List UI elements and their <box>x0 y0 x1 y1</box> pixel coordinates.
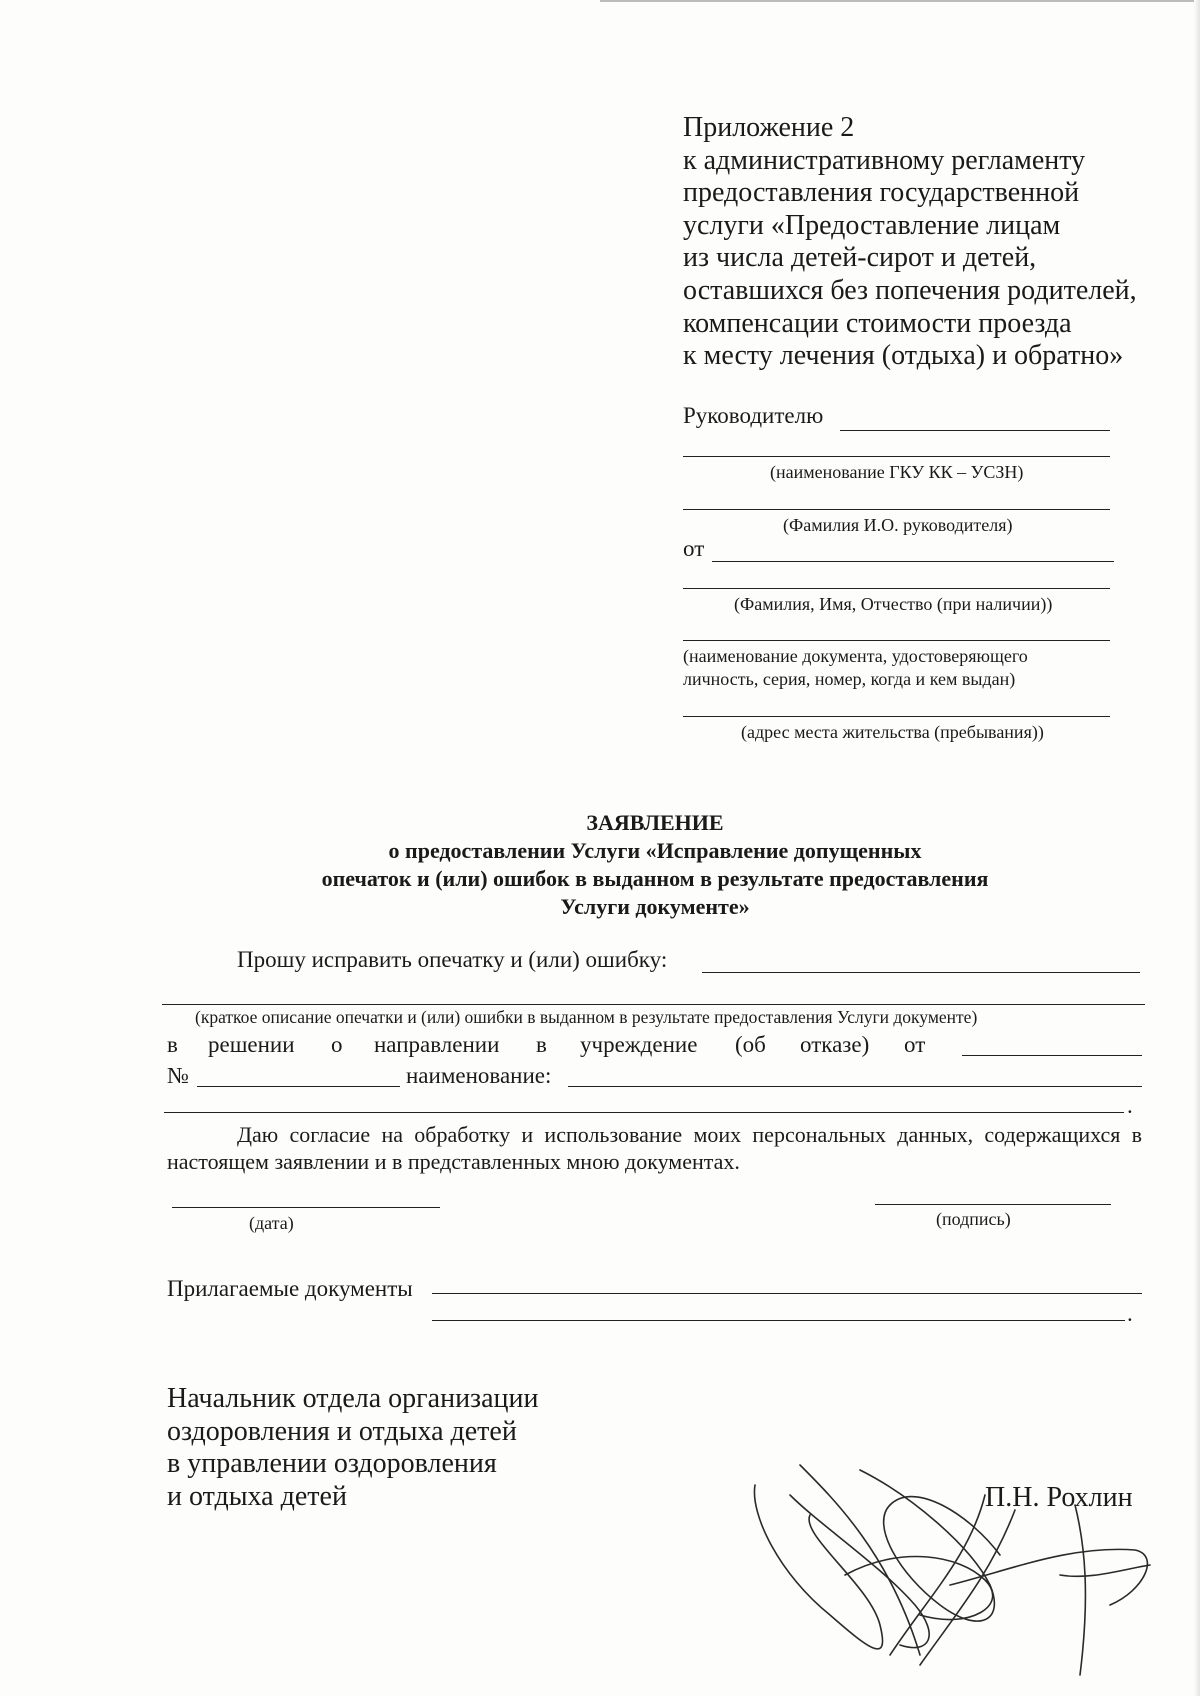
agency-blank-line[interactable] <box>683 456 1110 457</box>
decision-word: решении <box>208 1032 295 1057</box>
name-label: наименование: <box>406 1063 552 1088</box>
appendix-line: к административному регламенту <box>683 144 1086 176</box>
appendix-line: услуги «Предоставление лицам <box>683 209 1061 241</box>
name-continuation-line[interactable] <box>164 1112 1124 1113</box>
document-title: ЗАЯВЛЕНИЕ <box>586 810 724 835</box>
signature-blank-line[interactable] <box>875 1204 1111 1205</box>
handwritten-signature <box>740 1455 1170 1685</box>
address-caption: (адрес места жительства (пребывания)) <box>741 722 1044 742</box>
decision-word: (об <box>735 1032 766 1057</box>
from-label: от <box>683 536 705 561</box>
decision-date-blank-line[interactable] <box>962 1055 1142 1056</box>
decision-word: в <box>167 1032 178 1057</box>
signature-caption: (подпись) <box>936 1209 1011 1229</box>
period: . <box>1127 1093 1133 1118</box>
decision-word: учреждение <box>580 1032 698 1057</box>
request-text: Прошу исправить опечатку и (или) ошибку: <box>237 947 668 972</box>
period: . <box>1127 1301 1133 1326</box>
request-blank-line[interactable] <box>702 972 1140 973</box>
date-caption: (дата) <box>249 1213 294 1233</box>
id-doc-blank-line[interactable] <box>683 640 1110 641</box>
decision-word: от <box>904 1032 926 1057</box>
number-label: № <box>167 1063 189 1088</box>
appendix-block <box>683 112 1183 373</box>
signatory-position-line: оздоровления и отдыха детей <box>167 1415 517 1447</box>
document-subtitle: о предоставлении Услуги «Исправление допущенных <box>388 838 922 863</box>
decision-word: в <box>536 1032 547 1057</box>
to-head-label: Руководителю <box>683 403 824 428</box>
signatory-position-line: Начальник отдела организации <box>167 1383 539 1414</box>
decision-word: отказе) <box>800 1032 870 1057</box>
applicant-blank-line[interactable] <box>683 588 1110 589</box>
signatory-position-line: в управлении оздоровления <box>167 1448 497 1479</box>
date-blank-line[interactable] <box>172 1207 440 1208</box>
id-doc-caption: (наименование документа, удостоверяющего <box>683 646 1028 666</box>
appendix-line: к месту лечения (отдыха) и обратно» <box>683 340 1124 372</box>
request-caption: (краткое описание опечатки и (или) ошибки в выданном в результате предоставления Услуги документе) <box>195 1007 978 1027</box>
appendix-line: Приложение 2 <box>683 112 855 143</box>
decision-word: направлении <box>374 1032 500 1057</box>
signatory-position <box>167 1383 539 1513</box>
attachments-continuation-line[interactable] <box>432 1320 1125 1321</box>
id-doc-caption: личность, серия, номер, когда и кем выдан) <box>683 669 1016 689</box>
name-blank-line[interactable] <box>568 1086 1142 1087</box>
document-subtitle: Услуги документе» <box>560 894 750 919</box>
head-name-caption: (Фамилия И.О. руководителя) <box>783 515 1013 535</box>
number-blank-line[interactable] <box>197 1086 400 1087</box>
head-blank-line[interactable] <box>840 430 1110 431</box>
appendix-line: предоставления государственной <box>683 177 1080 209</box>
appendix-line: оставшихся без попечения родителей, <box>683 274 1137 306</box>
address-blank-line[interactable] <box>683 716 1110 717</box>
appendix-line: компенсации стоимости проезда <box>683 307 1072 339</box>
consent-paragraph: Даю согласие на обработку и использование моих персональных данных, содержащихся в настоящем заявлении и в представленных мною документах. <box>167 1122 1142 1174</box>
request-description-line[interactable] <box>162 1004 1145 1005</box>
applicant-caption: (Фамилия, Имя, Отчество (при наличии)) <box>734 594 1053 614</box>
from-blank-line[interactable] <box>712 561 1114 562</box>
agency-caption: (наименование ГКУ КК – УСЗН) <box>770 462 1024 482</box>
document-subtitle: опечаток и (или) ошибок в выданном в результате предоставления <box>321 866 989 891</box>
head-name-blank-line[interactable] <box>683 509 1110 510</box>
attachments-blank-line[interactable] <box>432 1293 1142 1294</box>
appendix-line: из числа детей-сирот и детей, <box>683 242 1037 274</box>
scan-top-edge <box>600 0 1200 2</box>
attachments-label: Прилагаемые документы <box>167 1276 413 1301</box>
signatory-name: П.Н. Рохлин <box>985 1482 1133 1513</box>
decision-word: о <box>331 1032 343 1057</box>
signatory-position-line: и отдыха детей <box>167 1480 347 1512</box>
